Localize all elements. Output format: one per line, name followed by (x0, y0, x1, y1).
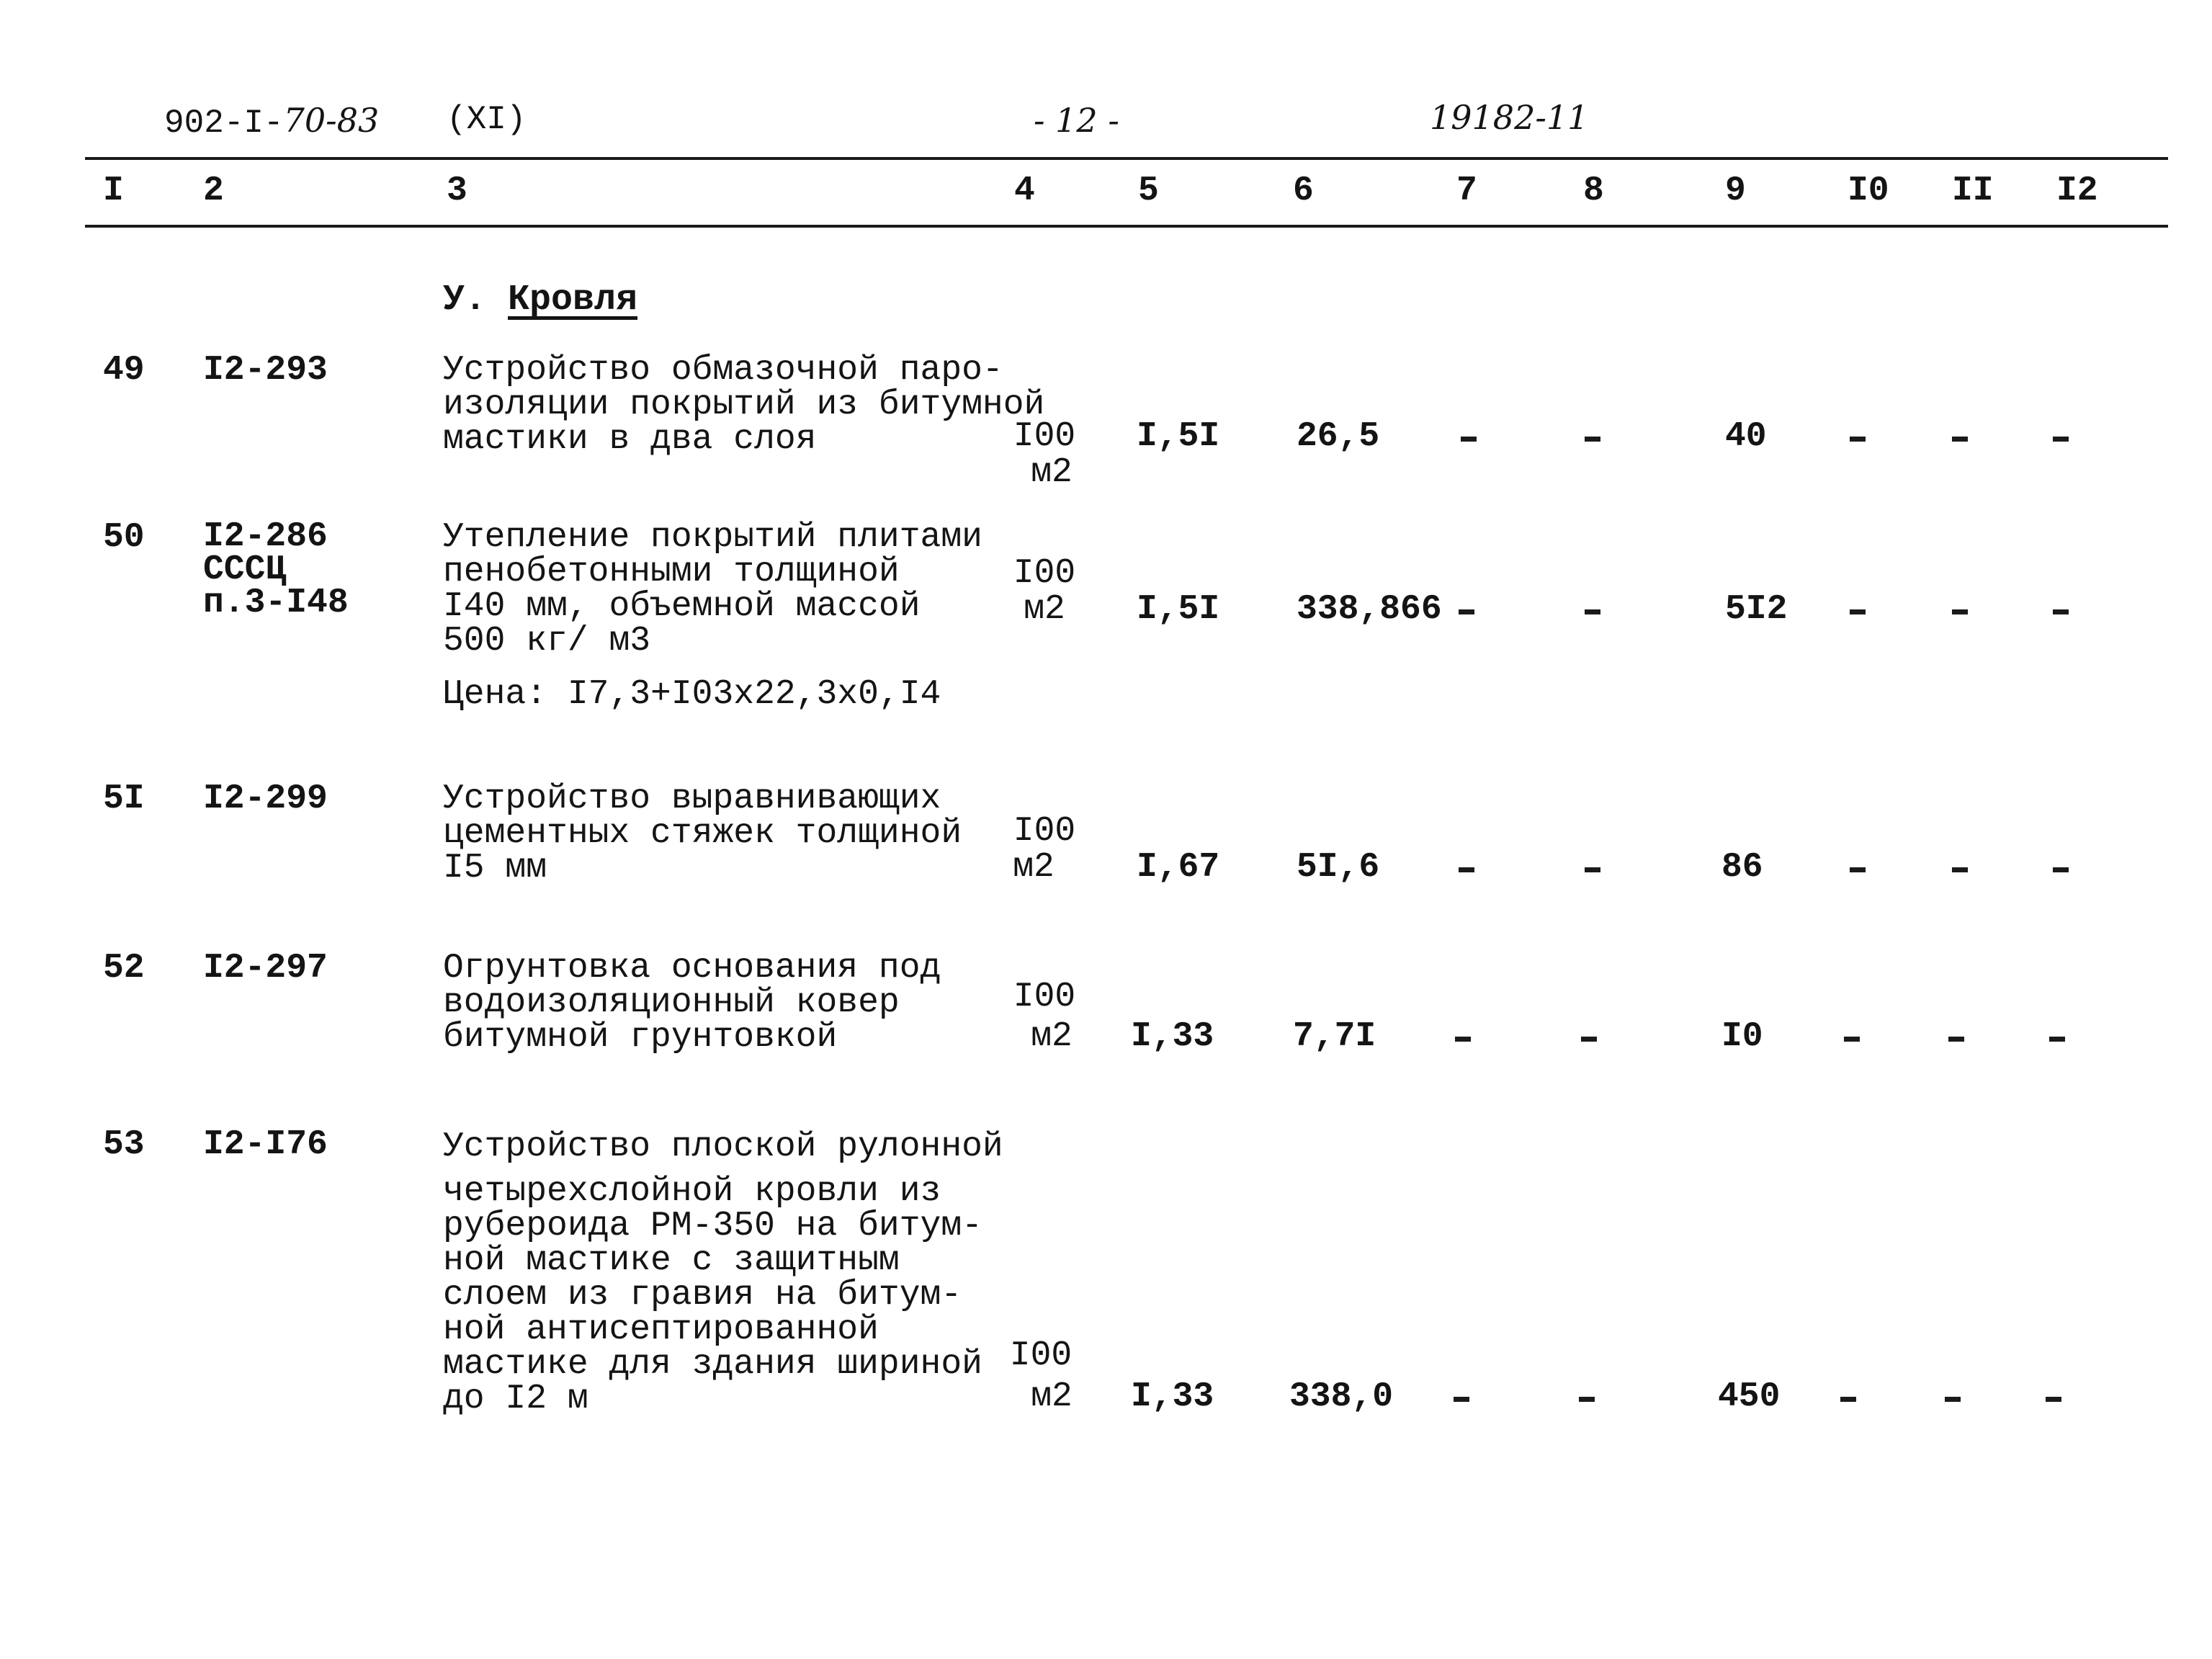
unit-top: I00 (1009, 1336, 1073, 1375)
empty-cell-7 (1459, 867, 1474, 872)
col-2-label: 2 (203, 171, 224, 210)
work-description: Устройство обмазочной паро- изоляции покрытий из битумной мастики в два слоя (443, 351, 1045, 459)
empty-cell-10 (1850, 437, 1866, 442)
col-9-label: 9 (1725, 171, 1746, 210)
empty-cell-12 (2046, 1397, 2061, 1402)
quantity-value: I,33 (1131, 1377, 1214, 1416)
total-value: 450 (1718, 1377, 1781, 1416)
col-8-label: 8 (1583, 171, 1604, 210)
unit-bottom: м2 (1031, 453, 1073, 492)
empty-cell-12 (2053, 609, 2069, 614)
empty-cell-10 (1844, 1037, 1860, 1042)
doc-code (164, 101, 379, 142)
section-title (443, 280, 637, 321)
empty-cell-7 (1459, 609, 1474, 614)
reference-number: 19182-11 (1430, 98, 1589, 137)
unit-top: I00 (1013, 812, 1076, 851)
price-value: 7,7I (1293, 1017, 1376, 1056)
empty-cell-7 (1455, 1037, 1471, 1042)
section-number: У. (443, 280, 487, 321)
col-3-label: 3 (447, 171, 467, 210)
col-12-label: I2 (2056, 171, 2098, 210)
empty-cell-12 (2049, 1037, 2065, 1042)
price-value: 26,5 (1297, 417, 1380, 456)
section-name: Кровля (508, 280, 638, 321)
col-10-label: I0 (1848, 171, 1889, 210)
empty-cell-8 (1585, 609, 1600, 614)
row-number: 49 (103, 351, 145, 390)
empty-cell-10 (1840, 1397, 1856, 1402)
unit-bottom: м2 (1031, 1377, 1073, 1416)
work-description: Утепление покрытий плитами пенобетонными толщиной I40 мм, объемной массой 500 кг/ м3 (443, 518, 982, 661)
rate-code: I2-297 (203, 949, 328, 988)
empty-cell-7 (1454, 1397, 1469, 1402)
col-7-label: 7 (1456, 171, 1477, 210)
empty-cell-11 (1945, 1397, 1961, 1402)
unit-bottom: м2 (1013, 848, 1054, 887)
price-value: 338,866 (1297, 590, 1442, 629)
col-6-label: 6 (1293, 171, 1314, 210)
total-value: 40 (1725, 417, 1767, 456)
quantity-value: I,67 (1137, 848, 1220, 887)
price-value: 5I,6 (1297, 848, 1380, 887)
empty-cell-8 (1585, 437, 1600, 442)
row-number: 5I (103, 779, 145, 818)
empty-cell-11 (1952, 867, 1968, 872)
unit-top: I00 (1013, 417, 1076, 456)
work-description-first-line: Устройство плоской рулонной (443, 1127, 1003, 1166)
work-description: Устройство выравнивающих цементных стяжек толщиной I5 мм (443, 779, 962, 887)
price-note: Цена: I7,3+I03x22,3x0,I4 (443, 675, 941, 714)
unit-top: I00 (1013, 978, 1076, 1016)
row-number: 52 (103, 949, 145, 988)
total-value: I0 (1721, 1017, 1763, 1056)
header-bottom-rule (85, 225, 2168, 228)
quantity-value: I,5I (1137, 590, 1220, 629)
series-label: (XI) (447, 101, 527, 138)
total-value: 5I2 (1725, 590, 1788, 629)
col-1-label: I (103, 171, 124, 210)
rate-code: I2-299 (203, 779, 328, 818)
empty-cell-7 (1461, 437, 1477, 442)
col-11-label: II (1952, 171, 1994, 210)
doc-code-printed: 902-I- (164, 104, 284, 142)
empty-cell-8 (1581, 1037, 1597, 1042)
empty-cell-12 (2053, 867, 2069, 872)
row-number: 53 (103, 1125, 145, 1164)
empty-cell-11 (1952, 437, 1968, 442)
unit-bottom: м2 (1031, 1017, 1073, 1056)
col-5-label: 5 (1138, 171, 1159, 210)
row-number: 50 (103, 518, 145, 557)
empty-cell-11 (1948, 1037, 1964, 1042)
col-4-label: 4 (1014, 171, 1035, 210)
empty-cell-12 (2053, 437, 2069, 442)
quantity-value: I,33 (1131, 1017, 1214, 1056)
empty-cell-8 (1585, 867, 1600, 872)
rate-code: I2-I76 (203, 1125, 328, 1164)
total-value: 86 (1721, 848, 1763, 887)
work-description: четырехслойной кровли из рубероида РМ-350 на битум- ной мастике с защитным слоем из гравия на битум- ной антисептированной мастике для здания шириной до I2 м (443, 1172, 982, 1418)
doc-code-handwritten: 70-83 (283, 101, 380, 140)
page-number: - 12 - (1034, 101, 1119, 140)
rate-code: I2-286 СССЦ п.3-I48 (203, 517, 349, 622)
top-rule (85, 157, 2168, 160)
empty-cell-11 (1952, 609, 1968, 614)
unit-bottom: м2 (1024, 590, 1065, 629)
price-value: 338,0 (1289, 1377, 1394, 1416)
empty-cell-10 (1850, 609, 1866, 614)
empty-cell-8 (1579, 1397, 1595, 1402)
empty-cell-10 (1850, 867, 1866, 872)
quantity-value: I,5I (1137, 417, 1220, 456)
work-description: Огрунтовка основания под водоизоляционный ковер битумной грунтовкой (443, 949, 941, 1057)
unit-top: I00 (1013, 554, 1076, 593)
rate-code: I2-293 (203, 351, 328, 390)
